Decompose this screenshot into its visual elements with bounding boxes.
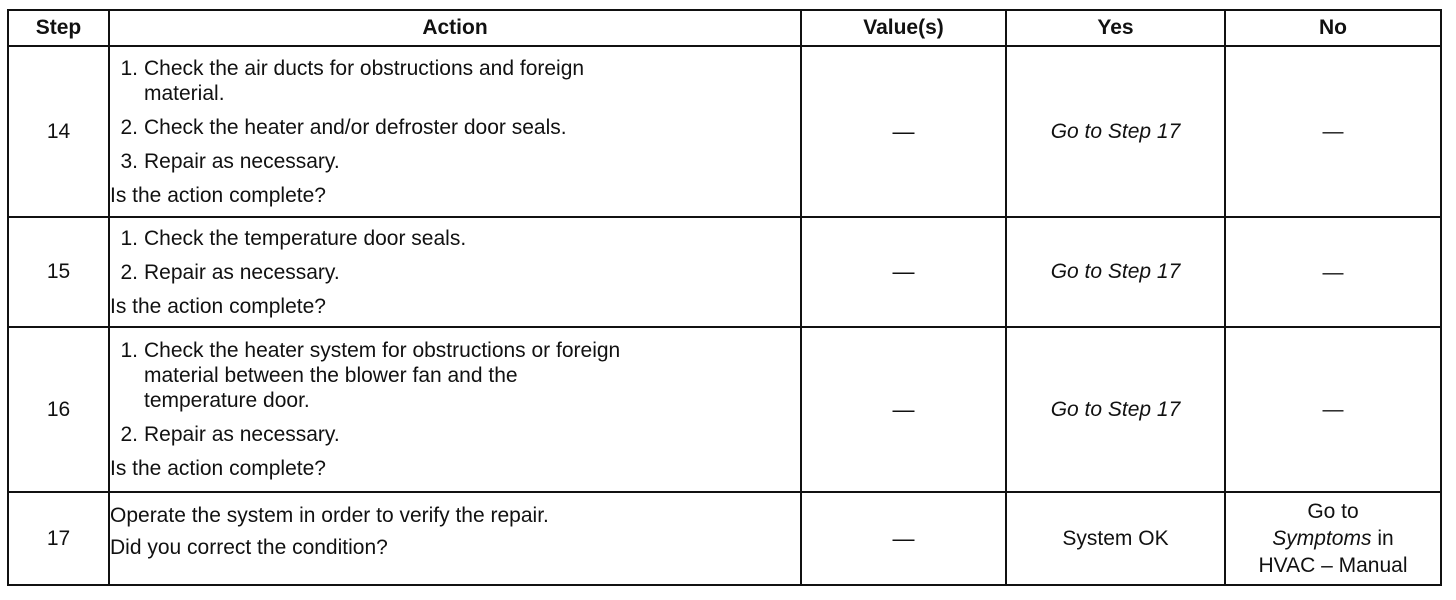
no-in-text: in	[1377, 527, 1394, 550]
action-cell	[109, 327, 801, 492]
action-cell	[109, 492, 801, 585]
action-item-text: Check the air ducts for obstructions and foreign material.	[144, 56, 585, 105]
header-yes: Yes	[1006, 10, 1225, 46]
action-item: 1. Check the air ducts for obstructions and foreign material.	[110, 56, 800, 106]
action-question: Is the action complete?	[110, 457, 326, 480]
no-manual: HVAC – Manual	[1258, 554, 1408, 577]
symptoms-link: Symptoms	[1272, 527, 1372, 550]
action-item: 3. Repair as necessary.	[110, 149, 800, 174]
action-question: Is the action complete?	[110, 294, 326, 318]
action-item: 2. Repair as necessary.	[110, 422, 800, 447]
header-no: No	[1225, 10, 1441, 46]
action-item: 2. Check the heater and/or defroster door seals.	[110, 115, 800, 140]
action-item-text: Check the heater system for obstructions or foreign material between the blower fan and the temperature door.	[144, 339, 621, 412]
value-cell: —	[801, 492, 1006, 585]
table-row	[8, 217, 1441, 327]
no-go-to: Go to	[1307, 500, 1359, 523]
no-cell	[1225, 492, 1441, 585]
header-step: Step	[8, 10, 109, 46]
table-row	[8, 46, 1441, 217]
yes-cell: Go to Step 17	[1006, 46, 1225, 217]
action-text: Operate the system in order to verify the repair.	[110, 504, 549, 527]
action-cell	[109, 46, 801, 217]
action-item-text: Check the heater and/or defroster door seals.	[144, 115, 567, 139]
action-item: 2. Repair as necessary.	[110, 260, 800, 285]
header-action: Action	[109, 10, 801, 46]
action-item: 1. Check the heater system for obstructions or foreign material between the blower fan and the temperature door.	[110, 338, 800, 413]
table-row	[8, 492, 1441, 585]
action-item: 1. Check the temperature door seals.	[110, 226, 800, 251]
step-number: 17	[8, 492, 109, 585]
step-number: 16	[8, 327, 109, 492]
action-item-text: Repair as necessary.	[144, 149, 340, 173]
action-item-text: Check the temperature door seals.	[144, 226, 467, 250]
value-cell: —	[801, 327, 1006, 492]
yes-cell: System OK	[1006, 492, 1225, 585]
yes-cell: Go to Step 17	[1006, 217, 1225, 327]
value-cell: —	[801, 46, 1006, 217]
no-symptoms-line	[1226, 525, 1440, 552]
yes-cell: Go to Step 17	[1006, 327, 1225, 492]
step-number: 15	[8, 217, 109, 327]
diagnostic-table	[7, 9, 1442, 586]
action-item-text: Repair as necessary.	[144, 260, 340, 284]
action-cell	[109, 217, 801, 327]
action-question: Is the action complete?	[110, 183, 326, 207]
no-cell: —	[1225, 217, 1441, 327]
value-cell: —	[801, 217, 1006, 327]
action-question: Did you correct the condition?	[110, 536, 388, 559]
action-item-text: Repair as necessary.	[144, 423, 340, 446]
step-number: 14	[8, 46, 109, 217]
header-row	[8, 10, 1441, 46]
header-values: Value(s)	[801, 10, 1006, 46]
no-cell: —	[1225, 327, 1441, 492]
table-row	[8, 327, 1441, 492]
no-cell: —	[1225, 46, 1441, 217]
